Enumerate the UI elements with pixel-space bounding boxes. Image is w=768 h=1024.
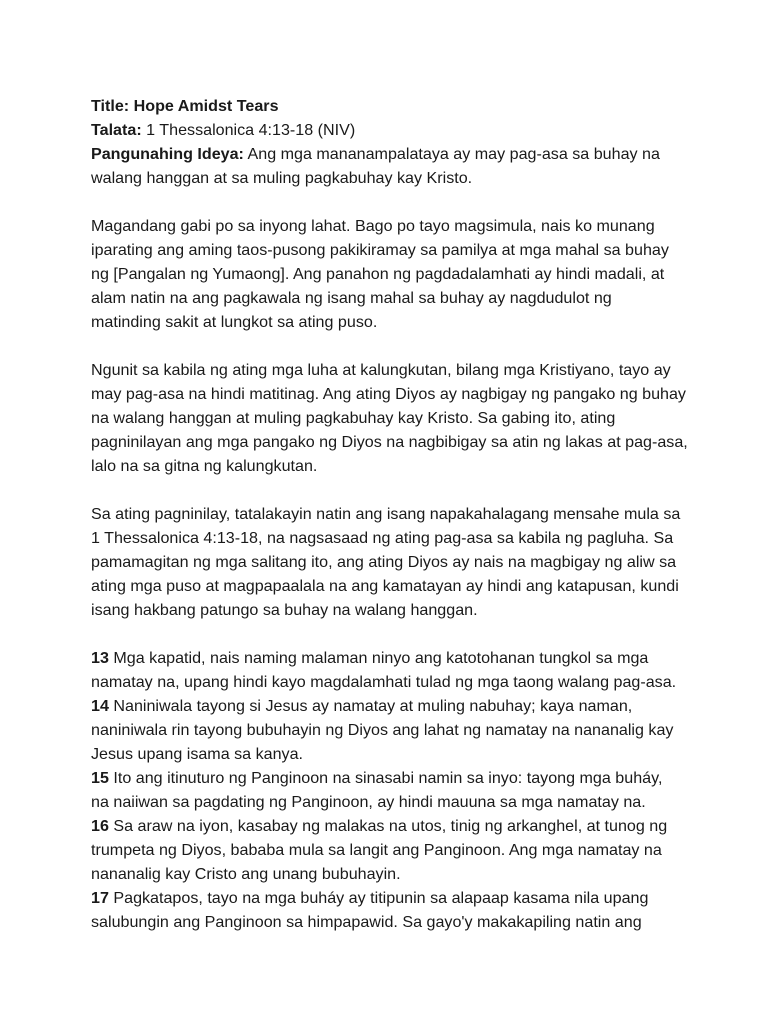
paragraph-line: iparating ang aming taos-pusong pakikiramay sa pamilya at mga mahal sa buhay <box>91 241 669 259</box>
verse-number: 16 <box>91 817 109 835</box>
verse-number: 13 <box>91 649 109 667</box>
paragraph-line: Magandang gabi po sa inyong lahat. Bago po tayo magsimula, nais ko munang <box>91 217 655 235</box>
verse-number: 14 <box>91 697 109 715</box>
verse-text: Pagkatapos, tayo na mga buháy ay titipunin sa alapaap kasama nila upang <box>108 889 649 907</box>
paragraph-line: pamamagitan ng mga salitang ito, ang ating Diyos ay nais na magbigay ng aliw sa <box>91 553 677 571</box>
paragraph-line: matinding sakit at lungkot sa ating puso. <box>91 313 378 331</box>
title-line <box>91 94 691 118</box>
verse-number: 15 <box>91 769 109 787</box>
verse-text: Mga kapatid, nais naming malaman ninyo ang katotohanan tungkol sa mga <box>108 649 649 667</box>
verse-15 <box>91 766 691 814</box>
verses-block <box>91 646 691 934</box>
paragraph-gap <box>91 334 691 358</box>
verse-line <box>91 766 691 790</box>
paragraph-2 <box>91 358 691 478</box>
paragraph-3 <box>91 502 691 622</box>
verse-17 <box>91 886 691 934</box>
verse-14 <box>91 694 691 766</box>
ideya-line-2: walang hanggan at sa muling pagkabuhay kay Kristo. <box>91 169 473 187</box>
verse-16 <box>91 814 691 886</box>
talata-line <box>91 118 691 142</box>
paragraph-line: isang hakbang patungo sa buhay na walang hanggan. <box>91 601 478 619</box>
verse-number: 17 <box>91 889 109 907</box>
ideya-label: Pangunahing Ideya: <box>91 145 244 163</box>
document-body <box>91 94 691 934</box>
verse-line: Jesus upang isama sa kanya. <box>91 745 304 763</box>
ideya-text-1: Ang mga mananampalataya ay may pag-asa sa buhay na <box>247 145 660 163</box>
paragraph-line: pagninilayan ang mga pangako ng Diyos na nagbibigay sa atin ng lakas at pag-asa, <box>91 433 688 451</box>
paragraph-1 <box>91 214 691 334</box>
paragraph-line: alam natin na ang pagkawala ng isang mahal sa buhay ay nagdudulot ng <box>91 289 612 307</box>
paragraph-gap <box>91 190 691 214</box>
verse-text: Ito ang itinuturo ng Panginoon na sinasabi namin sa inyo: tayong mga buháy, <box>108 769 663 787</box>
verse-line <box>91 814 691 838</box>
talata-value: 1 Thessalonica 4:13-18 (NIV) <box>146 121 356 139</box>
verse-line: namatay na, upang hindi kayo magdalamhati tulad ng mga taong walang pag-asa. <box>91 673 677 691</box>
talata-label: Talata: <box>91 121 142 139</box>
paragraph-gap <box>91 622 691 646</box>
verse-line: salubungin ang Panginoon sa himpapawid. Sa gayo'y makakapiling natin ang <box>91 913 642 931</box>
title-value: Hope Amidst Tears <box>133 97 279 115</box>
verse-text: Sa araw na iyon, kasabay ng malakas na utos, tinig ng arkanghel, at tunog ng <box>108 817 668 835</box>
verse-line <box>91 646 691 670</box>
paragraph-gap <box>91 478 691 502</box>
verse-line: naniniwala rin tayong bubuhayin ng Diyos ang lahat ng namatay na nananalig kay <box>91 721 674 739</box>
verse-line: nananalig kay Cristo ang unang bubuhayin. <box>91 865 401 883</box>
verse-text: Naniniwala tayong si Jesus ay namatay at muling nabuhay; kaya naman, <box>108 697 633 715</box>
verse-line <box>91 694 691 718</box>
paragraph-line: na walang hanggan at muling pagkabuhay kay Kristo. Sa gabing ito, ating <box>91 409 616 427</box>
paragraph-line: Ngunit sa kabila ng ating mga luha at kalungkutan, bilang mga Kristiyano, tayo ay <box>91 361 671 379</box>
verse-13 <box>91 646 691 694</box>
paragraph-line: 1 Thessalonica 4:13-18, na nagsasaad ng ating pag-asa sa kabila ng pagluha. Sa <box>91 529 674 547</box>
verse-line <box>91 886 691 910</box>
ideya-line <box>91 142 691 166</box>
verse-line: trumpeta ng Diyos, bababa mula sa langit ang Panginoon. Ang mga namatay na <box>91 841 662 859</box>
title-label: Title: <box>91 97 130 115</box>
paragraph-line: lalo na sa gitna ng kalungkutan. <box>91 457 318 475</box>
verse-line: na naiiwan sa pagdating ng Panginoon, ay hindi mauuna sa mga namatay na. <box>91 793 646 811</box>
paragraph-line: Sa ating pagninilay, tatalakayin natin ang isang napakahalagang mensahe mula sa <box>91 505 681 523</box>
paragraph-line: ating mga puso at magpapaalala na ang kamatayan ay hindi ang katapusan, kundi <box>91 577 679 595</box>
paragraph-line: ng [Pangalan ng Yumaong]. Ang panahon ng pagdadalamhati ay hindi madali, at <box>91 265 665 283</box>
paragraph-line: may pag-asa na hindi matitinag. Ang ating Diyos ay nagbigay ng pangako ng buhay <box>91 385 686 403</box>
